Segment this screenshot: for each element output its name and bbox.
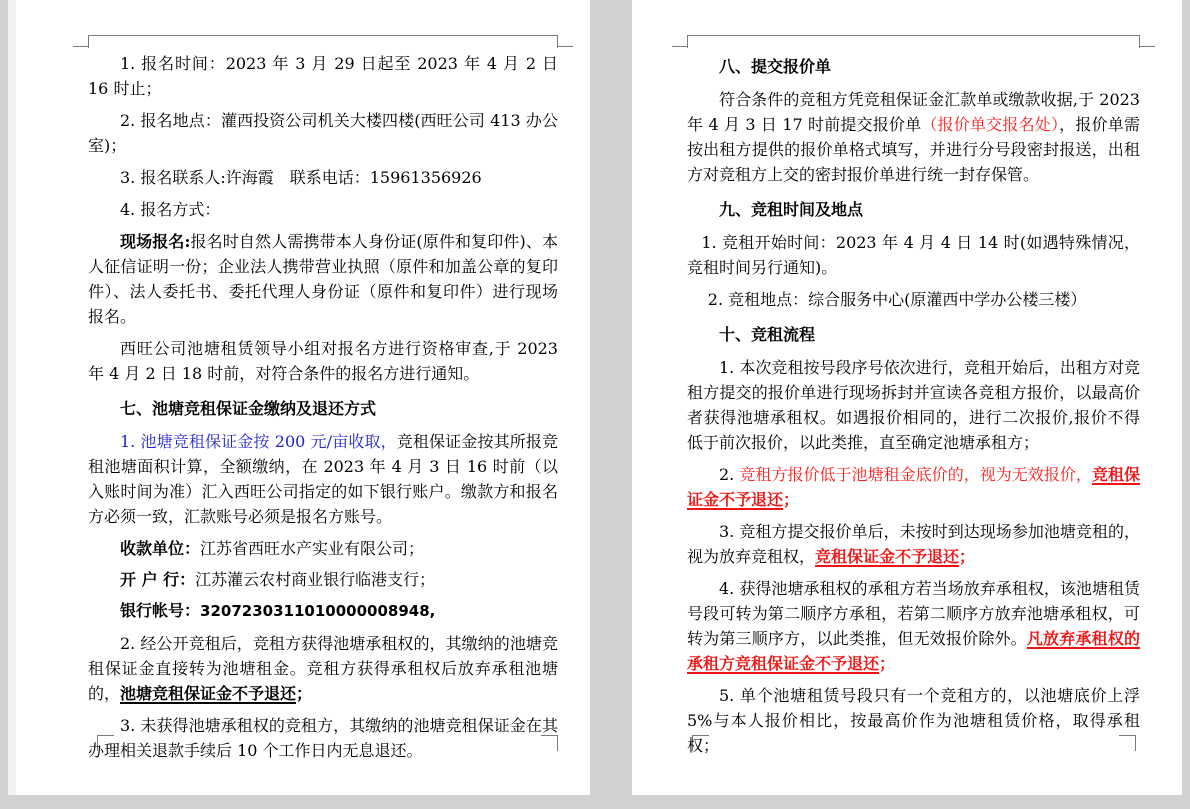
section-heading-9	[687, 197, 1140, 222]
text-run: 江苏省西旺水产实业有限公司；	[200, 539, 425, 558]
text-run-red-bold: ；	[879, 654, 896, 673]
crop-mark	[73, 46, 88, 47]
text-run: 3. 报名联系人:许海霞 联系电话：15961356926	[120, 168, 482, 187]
text-boundary-top-line	[88, 35, 558, 36]
paragraph-signup-time	[88, 51, 558, 101]
text-run-red-underline: 竞租保证金不予退还	[815, 547, 960, 566]
bank-payee-row	[88, 536, 558, 561]
paragraph-deposit-refund	[88, 713, 558, 763]
paragraph-deposit-to-rent	[88, 631, 558, 706]
text-run: 报名时自然人需携带本人身份证(原件和复印件)、本人征信证明一份；企业法人携带营业执照（原件和加盖公章的复印件）、法人委托书、委托代理人身份证（原件和复印件）进行现场报名。	[88, 232, 558, 326]
paragraph-flow-5	[687, 683, 1140, 758]
text-run-blue: 1. 池塘竞租保证金按 200 元/亩收取，	[120, 432, 397, 451]
paragraph-signup-contact	[88, 165, 558, 190]
text-run-red-bold: ；	[783, 490, 800, 509]
text-run-bold: 九、竞租时间及地点	[719, 200, 864, 219]
text-run: 1. 竞租开始时间：2023 年 4 月 4 日 14 时(如遇特殊情况，竞租时间另行通知)。	[687, 233, 1140, 277]
text-run: 竞租保证金按其所报竞租池塘面积计算，全额缴纳，在 2023 年 4 月 3 日 16 时前（以入账时间为准）汇入西旺公司指定的如下银行账户。缴款方和报名方必须一致，汇款账号必须是报名方账号。	[88, 432, 558, 526]
bank-branch-row	[88, 567, 558, 592]
text-run-bold: 八、提交报价单	[719, 57, 832, 76]
section-heading-8	[687, 54, 1140, 79]
page-left-text	[88, 44, 558, 770]
paragraph-submit-quotation	[687, 87, 1140, 187]
text-run: 3. 未获得池塘承租权的竞租方，其缴纳的池塘竞租保证金在其办理相关退款手续后 10 个工作日内无息退还。	[88, 716, 558, 760]
text-run-red-underline: 凡放弃承租权的承租方竞租保证金不予退还	[687, 629, 1140, 673]
text-run: 2. 经公开竞租后，竞租方获得池塘承租权的，其缴纳的池塘竞租保证金直接转为池塘租金。竞租方获得承租权后放弃承租池塘的，	[88, 634, 558, 703]
paragraph-flow-2	[687, 462, 1140, 512]
text-run: 2. 报名地点：灌西投资公司机关大楼四楼(西旺公司 413 办公室)；	[88, 111, 558, 155]
paragraph-onsite-signup	[88, 229, 558, 329]
paragraph-flow-4	[687, 576, 1140, 676]
text-run-bold-underline: 池塘竞租保证金不予退还	[120, 684, 297, 703]
paragraph-signup-place	[88, 108, 558, 158]
text-run-red: （报价单交报名处）	[921, 115, 1060, 134]
text-run: 2.	[719, 465, 740, 484]
text-run-bold: 开 户 行：	[120, 570, 196, 589]
text-run: 1. 本次竞租按号段序号依次进行，竞租开始后，出租方对竞租方提交的报价单进行现场拆封并宣读各竞租方报价，以最高价者获得池塘承租权。如遇报价相同的，进行二次报价,报价不得低于前次报价，以此类推，直至确定池塘承租方；	[687, 358, 1140, 452]
text-run: 5. 单个池塘租赁号段只有一个竞租方的，以池塘底价上浮5%与本人报价相比，按最高价作为池塘租赁价格，取得承租权；	[687, 686, 1140, 755]
text-run-bold: 收款单位：	[120, 539, 201, 558]
paragraph-qualification-review	[88, 336, 558, 386]
text-run: 江苏灌云农村商业银行临港支行；	[195, 570, 436, 589]
bank-account-number: 3207230311010000008948,	[200, 602, 436, 620]
paragraph-flow-1	[687, 355, 1140, 455]
page-right-text	[687, 44, 1140, 765]
text-run-bold: 七、池塘竞租保证金缴纳及退还方式	[120, 399, 377, 418]
text-run-red-bold: ；	[959, 547, 976, 566]
text-run: ，报价单需按出租方提供的报价单格式填写，并进行分号段密封报送，出租方对竞租方上交的密封报价单进行统一封存保管。	[687, 115, 1140, 184]
paragraph-signup-method	[88, 197, 558, 222]
crop-mark	[672, 46, 687, 47]
text-run-bold: 现场报名:	[120, 232, 191, 251]
section-heading-10	[687, 322, 1140, 347]
paragraph-bid-place	[687, 287, 1140, 312]
paragraph-deposit-rate	[88, 429, 558, 529]
text-run: 4. 报名方式：	[120, 200, 221, 219]
page-left[interactable]	[8, 0, 590, 795]
bank-account-row	[88, 598, 558, 624]
section-heading-7	[88, 396, 558, 421]
text-run: 西旺公司池塘租赁领导小组对报名方进行资格审查,于 2023 年 4 月 2 日 18 时前，对符合条件的报名方进行通知。	[88, 339, 558, 383]
text-run: 符合条件的竞租方凭竞租保证金汇款单或缴款收据,于 2023 年 4 月 3 日 17 时前提交报价单	[687, 90, 1140, 134]
page-edge-shadow	[8, 0, 16, 795]
text-run: 3. 竞租方提交报价单后，未按时到达现场参加池塘竞租的，视为放弃竞租权，	[687, 522, 1140, 566]
text-run: 4. 获得池塘承租权的承租方若当场放弃承租权，该池塘租赁号段可转为第二顺序方承租，若第二顺序方放弃池塘承租权，可转为第三顺序方，以此类推，但无效报价除外。	[687, 579, 1140, 648]
text-run-red: 竞租方报价低于池塘租金底价的，视为无效报价，	[739, 465, 1092, 484]
text-run-red-underline: 竞租保证金不予退还	[687, 465, 1140, 509]
text-run: 2. 竞租地点：综合服务中心(原灌西中学办公楼三楼）	[707, 290, 1087, 309]
crop-mark	[558, 46, 573, 47]
text-run-bold: 银行帐号：	[120, 601, 201, 620]
text-run: 1. 报名时间：2023 年 3 月 29 日起至 2023 年 4 月 2 日 16 时止；	[88, 54, 558, 98]
text-run-bold: 十、竞租流程	[719, 325, 816, 344]
paragraph-bid-time	[687, 230, 1140, 280]
paragraph-flow-3	[687, 519, 1140, 569]
page-right[interactable]	[632, 0, 1182, 795]
text-boundary-top-line	[687, 35, 1140, 36]
text-run-bold: ；	[296, 684, 313, 703]
crop-mark	[1140, 46, 1155, 47]
